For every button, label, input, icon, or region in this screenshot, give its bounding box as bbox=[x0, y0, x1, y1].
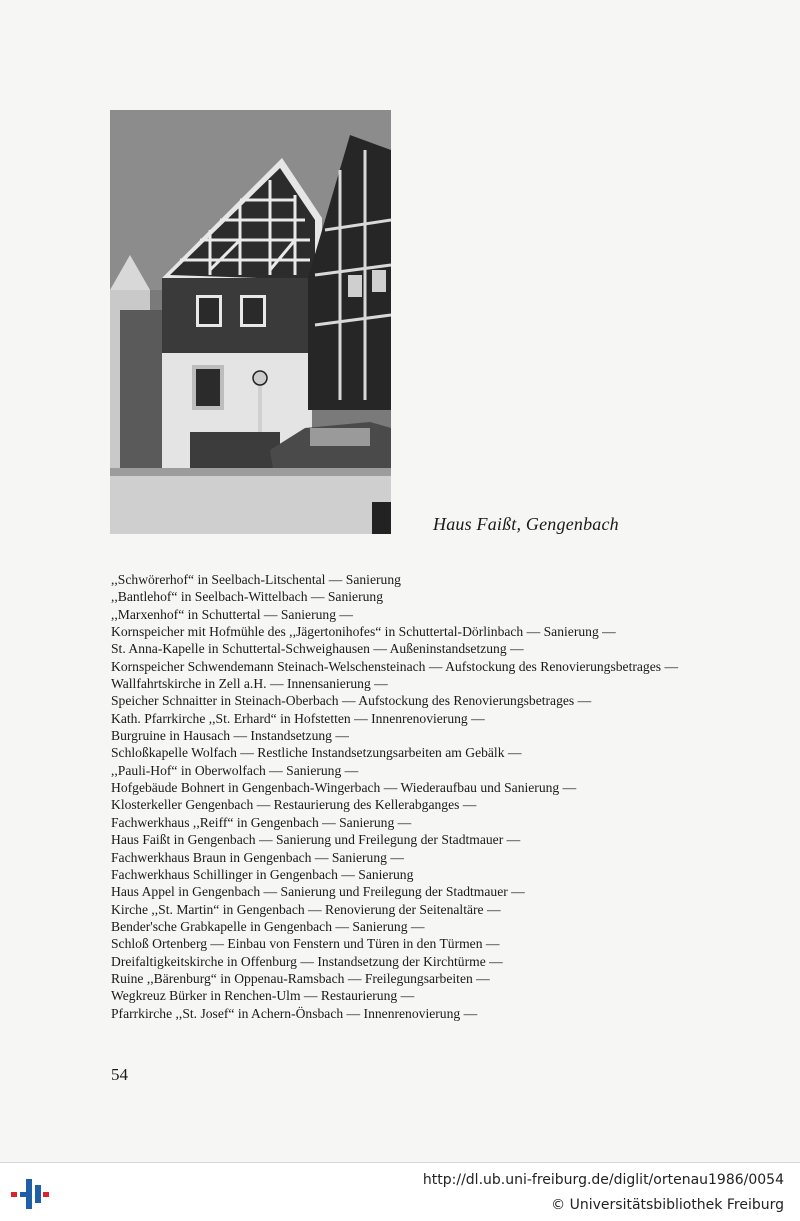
list-item: Burgruine in Hausach — Instandsetzung — bbox=[111, 728, 349, 744]
list-item: Bender'sche Grabkapelle in Gengenbach — Sanierung — bbox=[111, 918, 425, 934]
list-item: Ruine ,,Bärenburg“ in Oppenau-Ramsbach — Freilegungsarbeiten — bbox=[111, 970, 490, 986]
list-item: Speicher Schnaitter in Steinach-Oberbach — Aufstockung des Renovierungsbetrages — bbox=[111, 693, 592, 709]
list-item: Kornspeicher Schwendemann Steinach-Welschensteinach — Aufstockung des Renovierungsbetrages — bbox=[111, 658, 679, 674]
list-item: Fachwerkhaus Schillinger in Gengenbach — Sanierung bbox=[111, 866, 414, 882]
ub-freiburg-logo-icon bbox=[10, 1175, 50, 1211]
list-item: Fachwerkhaus Braun in Gengenbach — Sanierung — bbox=[111, 849, 404, 865]
list-item: Kirche ,,St. Martin“ in Gengenbach — Renovierung der Seitenaltäre — bbox=[111, 901, 501, 917]
funding-project-list bbox=[111, 571, 713, 1022]
list-item: ,,Bantlehof“ in Seelbach-Wittelbach — Sanierung bbox=[111, 589, 383, 605]
list-item: Haus Appel in Gengenbach — Sanierung und Freilegung der Stadtmauer — bbox=[111, 884, 525, 900]
list-item: Wegkreuz Bürker in Renchen-Ulm — Restaurierung — bbox=[111, 988, 415, 1004]
list-item: Schloßkapelle Wolfach — Restliche Instandsetzungsarbeiten am Gebälk — bbox=[111, 745, 522, 761]
copyright-notice: © Universitätsbibliothek Freiburg bbox=[551, 1197, 784, 1213]
source-url-link[interactable]: http://dl.ub.uni-freiburg.de/diglit/ortenau1986/0054 bbox=[422, 1172, 784, 1188]
library-footer bbox=[0, 1162, 800, 1221]
list-item: Fachwerkhaus ,,Reiff“ in Gengenbach — Sanierung — bbox=[111, 814, 412, 830]
list-item: Klosterkeller Gengenbach — Restaurierung des Kellerabganges — bbox=[111, 797, 477, 813]
list-item: ,,Pauli-Hof“ in Oberwolfach — Sanierung — bbox=[111, 762, 359, 778]
list-item: Dreifaltigkeitskirche in Offenburg — Instandsetzung der Kirchtürme — bbox=[111, 953, 503, 969]
list-item: Wallfahrtskirche in Zell a.H. — Innensanierung — bbox=[111, 676, 388, 692]
photo-illustration bbox=[110, 110, 391, 534]
list-item: Kath. Pfarrkirche ,,St. Erhard“ in Hofstetten — Innenrenovierung — bbox=[111, 710, 485, 726]
list-item: Hofgebäude Bohnert in Gengenbach-Wingerbach — Wiederaufbau und Sanierung — bbox=[111, 780, 577, 796]
list-item: Kornspeicher mit Hofmühle des ,,Jägertonihofes“ in Schuttertal-Dörlinbach — Sanierung — bbox=[111, 624, 616, 640]
list-item: Haus Faißt in Gengenbach — Sanierung und Freilegung der Stadtmauer — bbox=[111, 832, 521, 848]
list-item: Pfarrkirche ,,St. Josef“ in Achern-Önsbach — Innenrenovierung — bbox=[111, 1005, 478, 1021]
list-item: Schloß Ortenberg — Einbau von Fenstern und Türen in den Türmen — bbox=[111, 936, 500, 952]
photo-haus-faisst bbox=[110, 110, 391, 534]
list-item: ,,Marxenhof“ in Schuttertal — Sanierung — bbox=[111, 606, 353, 622]
list-item: ,,Schwörerhof“ in Seelbach-Litschental — Sanierung bbox=[111, 572, 401, 587]
photo-caption: Haus Faißt, Gengenbach bbox=[433, 514, 619, 534]
list-item: St. Anna-Kapelle in Schuttertal-Schweighausen — Außeninstandsetzung — bbox=[111, 641, 524, 657]
page-number: 54 bbox=[111, 1065, 128, 1084]
